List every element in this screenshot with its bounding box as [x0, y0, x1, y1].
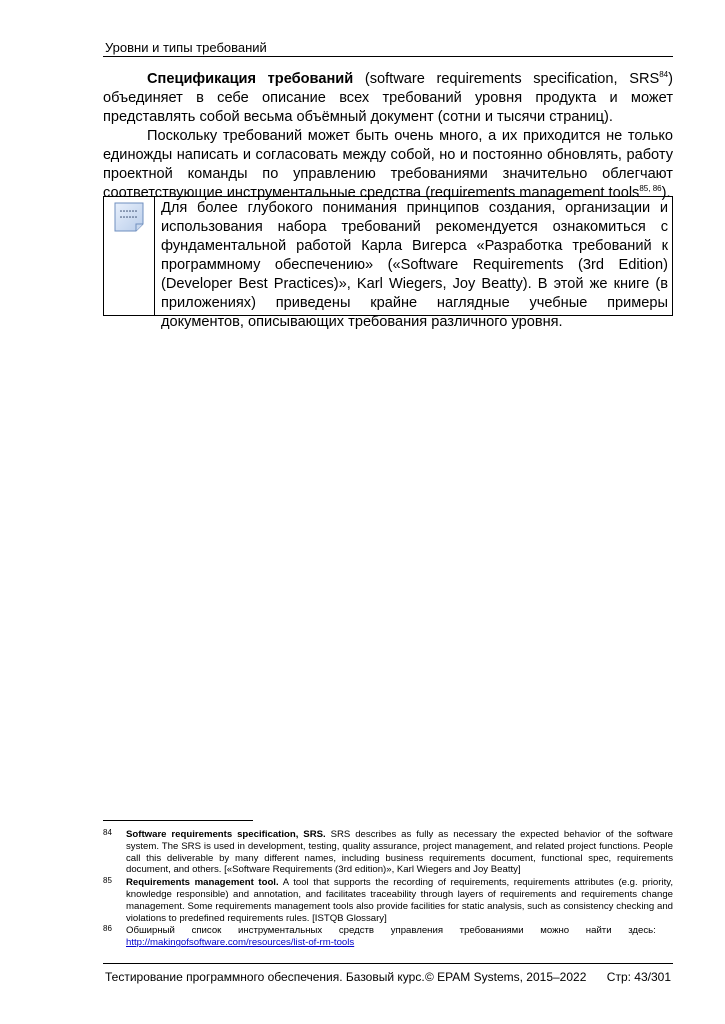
- p2-end: ).: [661, 185, 671, 201]
- p2-text: Поскольку требований может быть очень много, а их приходится не только единожды написать и согласовать между собой, но и постоянно обновлять, работу проектной команды по управлению требованиями значительно облегчают соответствующие инструментальные средства (requirements management tools: [103, 128, 673, 201]
- footnote-ref-85-86[interactable]: 85, 86: [639, 184, 662, 193]
- footer-course-title: Тестирование программного обеспечения. Базовый курс.: [105, 970, 425, 984]
- footnote-ref-84[interactable]: 84: [659, 70, 669, 79]
- p1-rest: ) объединяет в себе описание всех требований уровня продукта и может представлять собой весьма объёмный документ (сотни и тысячи страниц).: [103, 71, 673, 125]
- footnote-84: [103, 829, 673, 876]
- footnote-number: 85: [103, 876, 112, 886]
- page-footer: [103, 963, 673, 984]
- footnote-link[interactable]: http://makingofsoftware.com/resources/list-of-rm-tools: [126, 937, 355, 949]
- note-text: Для более глубокого понимания принципов создания, организации и использования набора требований рекомендуется ознакомиться с фундаментальной работой Карла Вигерса «Разработка требований к программному обеспечению» («Software Requirements (3rd Edition) (Developer Best Practices)», Karl Wiegers, Joy Beatty). В этой же книге (в приложениях) приведены крайне наглядные учебные примеры документов, описывающих требования различного уровня.: [161, 200, 668, 330]
- footnotes: [103, 829, 673, 950]
- body-text: [103, 70, 673, 203]
- footnote-term: Requirements management tool.: [126, 877, 279, 889]
- footer-page-number: Стр: 43/301: [606, 970, 671, 984]
- footnote-85: [103, 877, 673, 924]
- page-header: [103, 36, 673, 57]
- note-box: [103, 196, 673, 330]
- paragraph-srs: [103, 70, 673, 127]
- footnote-text: Обширный список инструментальных средств управления требованиями можно найти здесь:: [126, 925, 656, 937]
- header-title: Уровни и типы требований: [105, 40, 267, 55]
- footnote-text: SRS describes as fully as necessary the expected behavior of the software system. The SRS is used in development, testing, quality assurance, project management, and related project functions. People call this deliverable by many different names, including business requirements document, functional spec, requirements document, and others. [«Software Requirements (3rd edition)», Karl Wiegers and Joy Beatty]: [126, 829, 673, 876]
- footnote-term: Software requirements specification, SRS.: [126, 829, 326, 840]
- footer-copyright: © EPAM Systems, 2015–2022: [425, 970, 587, 984]
- footnote-divider: [103, 820, 253, 821]
- term-srs: Спецификация требований: [147, 71, 354, 87]
- footnote-text: A tool that supports the recording of requirements, requirements attributes (e.g. priority, knowledge responsible) and annotation, and facilitates traceability through layers of requirements and requirements change management. Some requirements management tools also provide facilities for static analysis, such as consistency checking and violations to predefined requirements rules. [ISTQB Glossary]: [126, 877, 674, 924]
- footnote-number: 84: [103, 828, 112, 837]
- footnote-86: [103, 925, 673, 949]
- paragraph-tools: [103, 127, 673, 203]
- note-icon-cell: [104, 197, 155, 315]
- p1-paren: (software requirements specification, SRS: [353, 71, 660, 87]
- note-icon: [114, 202, 144, 232]
- footnote-number: 86: [103, 924, 112, 934]
